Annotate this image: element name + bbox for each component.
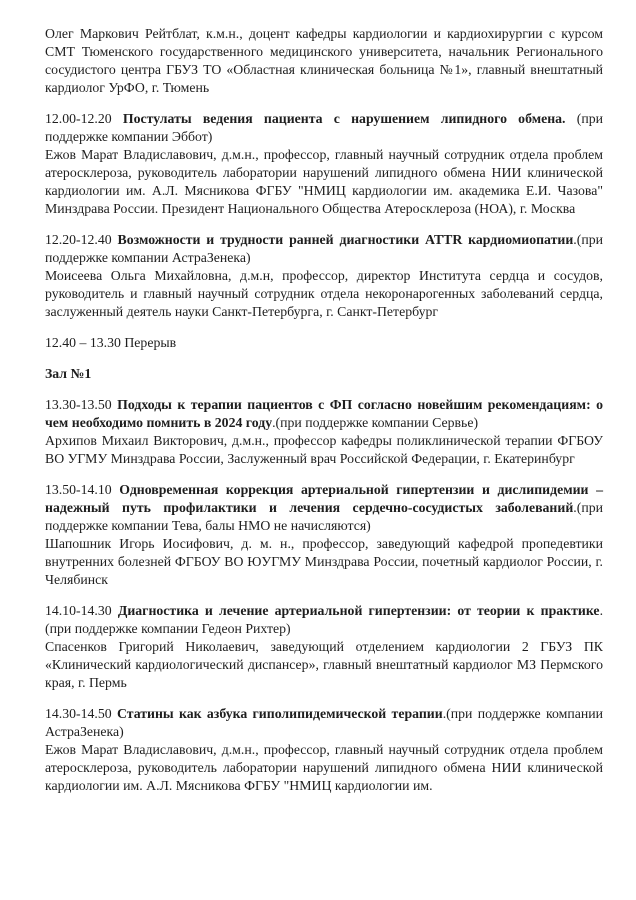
session-time: 12.20-12.40: [45, 232, 118, 247]
session-title: Возможности и трудности ранней диагностики ATTR кардиомиопатии: [117, 232, 574, 247]
session-speaker: Спасенков Григорий Николаевич, заведующий отделением кардиологии 2 ГБУЗ ПК «Клинический кардиологический диспансер», главный внештатный кардиолог МЗ Пермского края, г. Пермь: [45, 639, 603, 690]
session-support-note: .(при поддержке компании АстраЗенека): [45, 706, 603, 739]
session-time: 13.30-13.50: [45, 397, 118, 412]
speaker-affiliation: Олег Маркович Рейтблат, к.м.н., доцент кафедры кардиологии и кардиохирургии с курсом СМТ Тюменского государственного медицинского университета, начальник Регионального сосудистого центра ГБУЗ ТО «Областная клиническая больница №1», главный внештатный кардиолог УрФО, г. Тюмень: [45, 26, 603, 95]
session-heading: [45, 705, 603, 741]
session-speaker: Ежов Марат Владиславович, д.м.н., профессор, главный научный сотрудник отдела проблем атеросклероза, руководитель лаборатории нарушений липидного обмена НИИ клинической кардиологии им. А.Л. Мясникова ФГБУ "НМИЦ кардиологии им.: [45, 742, 603, 793]
session-title: Одновременная коррекция артериальной гипертензии и дислипидемии – надежный путь профилактики и лечения сердечно-сосудистых заболеваний: [45, 482, 603, 515]
session-speaker: Ежов Марат Владиславович, д.м.н., профессор, главный научный сотрудник отдела проблем атеросклероза, руководитель лаборатории нарушений липидного обмена НИИ клинической кардиологии им. А.Л. Мясникова ФГБУ "НМИЦ кардиологии им. академика Е.И. Чазова" Минздрава России. Президент Национального Общества Атеросклероза (НОА), г. Москва: [45, 147, 603, 216]
break-line: 12.40 – 13.30 Перерыв: [45, 335, 177, 350]
session-heading: [45, 396, 603, 432]
session-time: 12.00-12.20: [45, 111, 123, 126]
session-speaker: Архипов Михаил Викторович, д.м.н., профессор кафедры поликлинической терапии ФГБОУ ВО УГМУ Минздрава России, Заслуженный врач Российской Федерации, г. Екатеринбург: [45, 433, 603, 466]
session-speaker: Моисеева Ольга Михайловна, д.м.н, профессор, директор Института сердца и сосудов, руководитель и главный научный сотрудник отдела некоронарогенных заболеваний сердца, заслуженный деятель науки Санкт-Петербурга, г. Санкт-Петербург: [45, 268, 603, 319]
session-time: 14.10-14.30: [45, 603, 118, 618]
session-block: [45, 110, 603, 218]
session-title: Диагностика и лечение артериальной гипертензии: от теории к практике: [117, 603, 600, 618]
session-block: [45, 705, 603, 795]
session-heading: [45, 231, 603, 267]
session-support-note: .(при поддержке компании Сервье): [272, 415, 479, 430]
session-support-note: .(при поддержке компании АстраЗенека): [45, 232, 603, 265]
session-title: Подходы к терапии пациентов с ФП согласно новейшим рекомендациям: о чем необходимо помнить в 2024 году: [45, 397, 603, 430]
session-heading: [45, 602, 603, 638]
session-time: 14.30-14.50: [45, 706, 117, 721]
session-block: [45, 231, 603, 321]
session-block: [45, 481, 603, 589]
session-block: [45, 396, 603, 468]
session-support-note: .(при поддержке компании Гедеон Рихтер): [45, 603, 604, 636]
session-heading: [45, 481, 603, 535]
hall-heading: Зал №1: [45, 366, 92, 381]
session-title: Постулаты ведения пациента с нарушением липидного обмена.: [122, 111, 566, 126]
session-speaker: Шапошник Игорь Иосифович, д. м. н., профессор, заведующий кафедрой пропедевтики внутренних болезней ФГБОУ ВО ЮУГМУ Минздрава России, почетный кардиолог России, г. Челябинск: [45, 536, 603, 587]
session-support-note: (при поддержке компании Эббот): [45, 111, 603, 144]
session-time: 13.50-14.10: [45, 482, 120, 497]
session-title: Статины как азбука гиполипидемической терапии: [116, 706, 443, 721]
session-support-note: .(при поддержке компании Тева, балы НМО не начисляются): [45, 500, 603, 533]
session-heading: [45, 110, 603, 146]
session-block: [45, 602, 603, 692]
